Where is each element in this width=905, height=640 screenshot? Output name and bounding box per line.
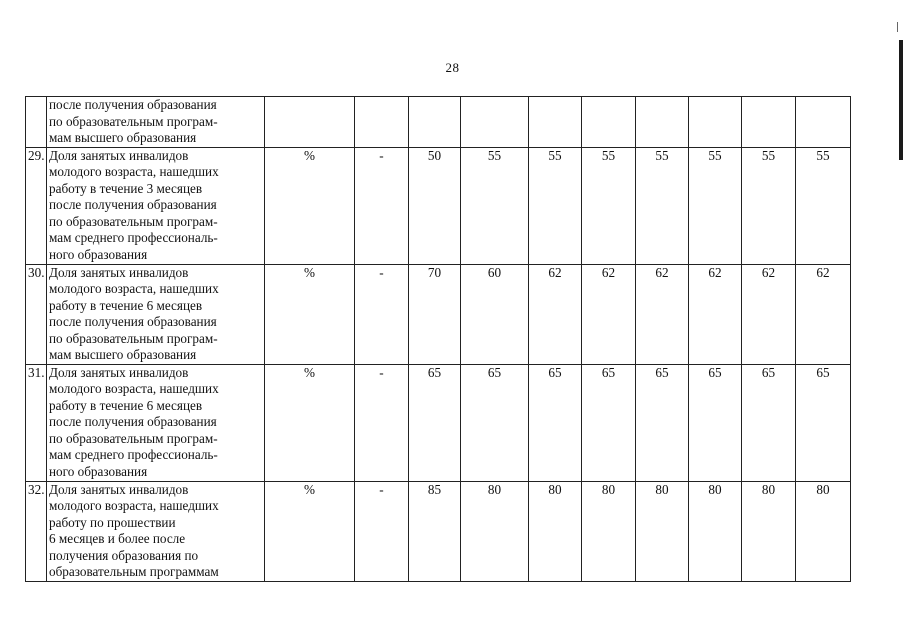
value-cell: 65 <box>461 364 529 481</box>
unit-cell <box>265 97 355 148</box>
value-cell: 60 <box>461 264 529 364</box>
value-cell: 65 <box>796 364 851 481</box>
row-number: 30. <box>26 264 47 364</box>
value-cell: 80 <box>796 481 851 581</box>
value-cell: 62 <box>689 264 742 364</box>
value-cell <box>796 97 851 148</box>
value-cell: 80 <box>636 481 689 581</box>
base-value-cell: - <box>355 147 409 264</box>
value-cell: 65 <box>636 364 689 481</box>
unit-cell: % <box>265 264 355 364</box>
value-cell: 55 <box>582 147 636 264</box>
value-cell <box>461 97 529 148</box>
table-row <box>26 147 851 264</box>
value-cell: 80 <box>689 481 742 581</box>
row-number: 29. <box>26 147 47 264</box>
value-cell: 50 <box>409 147 461 264</box>
value-cell: 80 <box>461 481 529 581</box>
value-cell <box>689 97 742 148</box>
value-cell: 55 <box>636 147 689 264</box>
base-value-cell: - <box>355 481 409 581</box>
value-cell: 55 <box>742 147 796 264</box>
value-cell: 65 <box>582 364 636 481</box>
indicator-name: Доля занятых инвалидов молодого возраста, нашедших работу в течение 3 месяцев после получения образования по образовательным програм- мам среднего профессиональ- ного образования <box>47 147 265 264</box>
table-row <box>26 481 851 581</box>
value-cell: 55 <box>689 147 742 264</box>
value-cell: 65 <box>529 364 582 481</box>
page-number: 28 <box>445 60 460 75</box>
base-value-cell: - <box>355 364 409 481</box>
indicator-name: Доля занятых инвалидов молодого возраста, нашедших работу в течение 6 месяцев после получения образования по образовательным програм- мам высшего образования <box>47 264 265 364</box>
base-value-cell: - <box>355 264 409 364</box>
unit-cell: % <box>265 364 355 481</box>
value-cell <box>742 97 796 148</box>
value-cell: 62 <box>742 264 796 364</box>
value-cell: 55 <box>461 147 529 264</box>
value-cell: 62 <box>796 264 851 364</box>
scan-edge-mark <box>899 40 903 160</box>
value-cell: 80 <box>529 481 582 581</box>
value-cell <box>529 97 582 148</box>
indicator-name: после получения образования по образовательным програм- мам высшего образования <box>47 97 265 148</box>
row-number: 32. <box>26 481 47 581</box>
value-cell: 55 <box>796 147 851 264</box>
value-cell: 65 <box>689 364 742 481</box>
value-cell: 65 <box>742 364 796 481</box>
indicators-table <box>25 96 851 582</box>
unit-cell: % <box>265 481 355 581</box>
row-number: 31. <box>26 364 47 481</box>
value-cell <box>409 97 461 148</box>
value-cell: 85 <box>409 481 461 581</box>
base-value-cell <box>355 97 409 148</box>
indicator-name: Доля занятых инвалидов молодого возраста, нашедших работу по прошествии 6 месяцев и более после получения образования по образовательным программам <box>47 481 265 581</box>
value-cell <box>582 97 636 148</box>
value-cell: 55 <box>529 147 582 264</box>
value-cell <box>636 97 689 148</box>
value-cell: 62 <box>582 264 636 364</box>
row-number <box>26 97 47 148</box>
table-row <box>26 97 851 148</box>
unit-cell: % <box>265 147 355 264</box>
value-cell: 62 <box>529 264 582 364</box>
value-cell: 65 <box>409 364 461 481</box>
value-cell: 80 <box>742 481 796 581</box>
indicator-name: Доля занятых инвалидов молодого возраста, нашедших работу в течение 6 месяцев после получения образования по образовательным програм- мам среднего профессиональ- ного образования <box>47 364 265 481</box>
table-row <box>26 264 851 364</box>
value-cell: 62 <box>636 264 689 364</box>
value-cell: 80 <box>582 481 636 581</box>
scan-edge-tick <box>897 22 898 32</box>
value-cell: 70 <box>409 264 461 364</box>
table-row <box>26 364 851 481</box>
